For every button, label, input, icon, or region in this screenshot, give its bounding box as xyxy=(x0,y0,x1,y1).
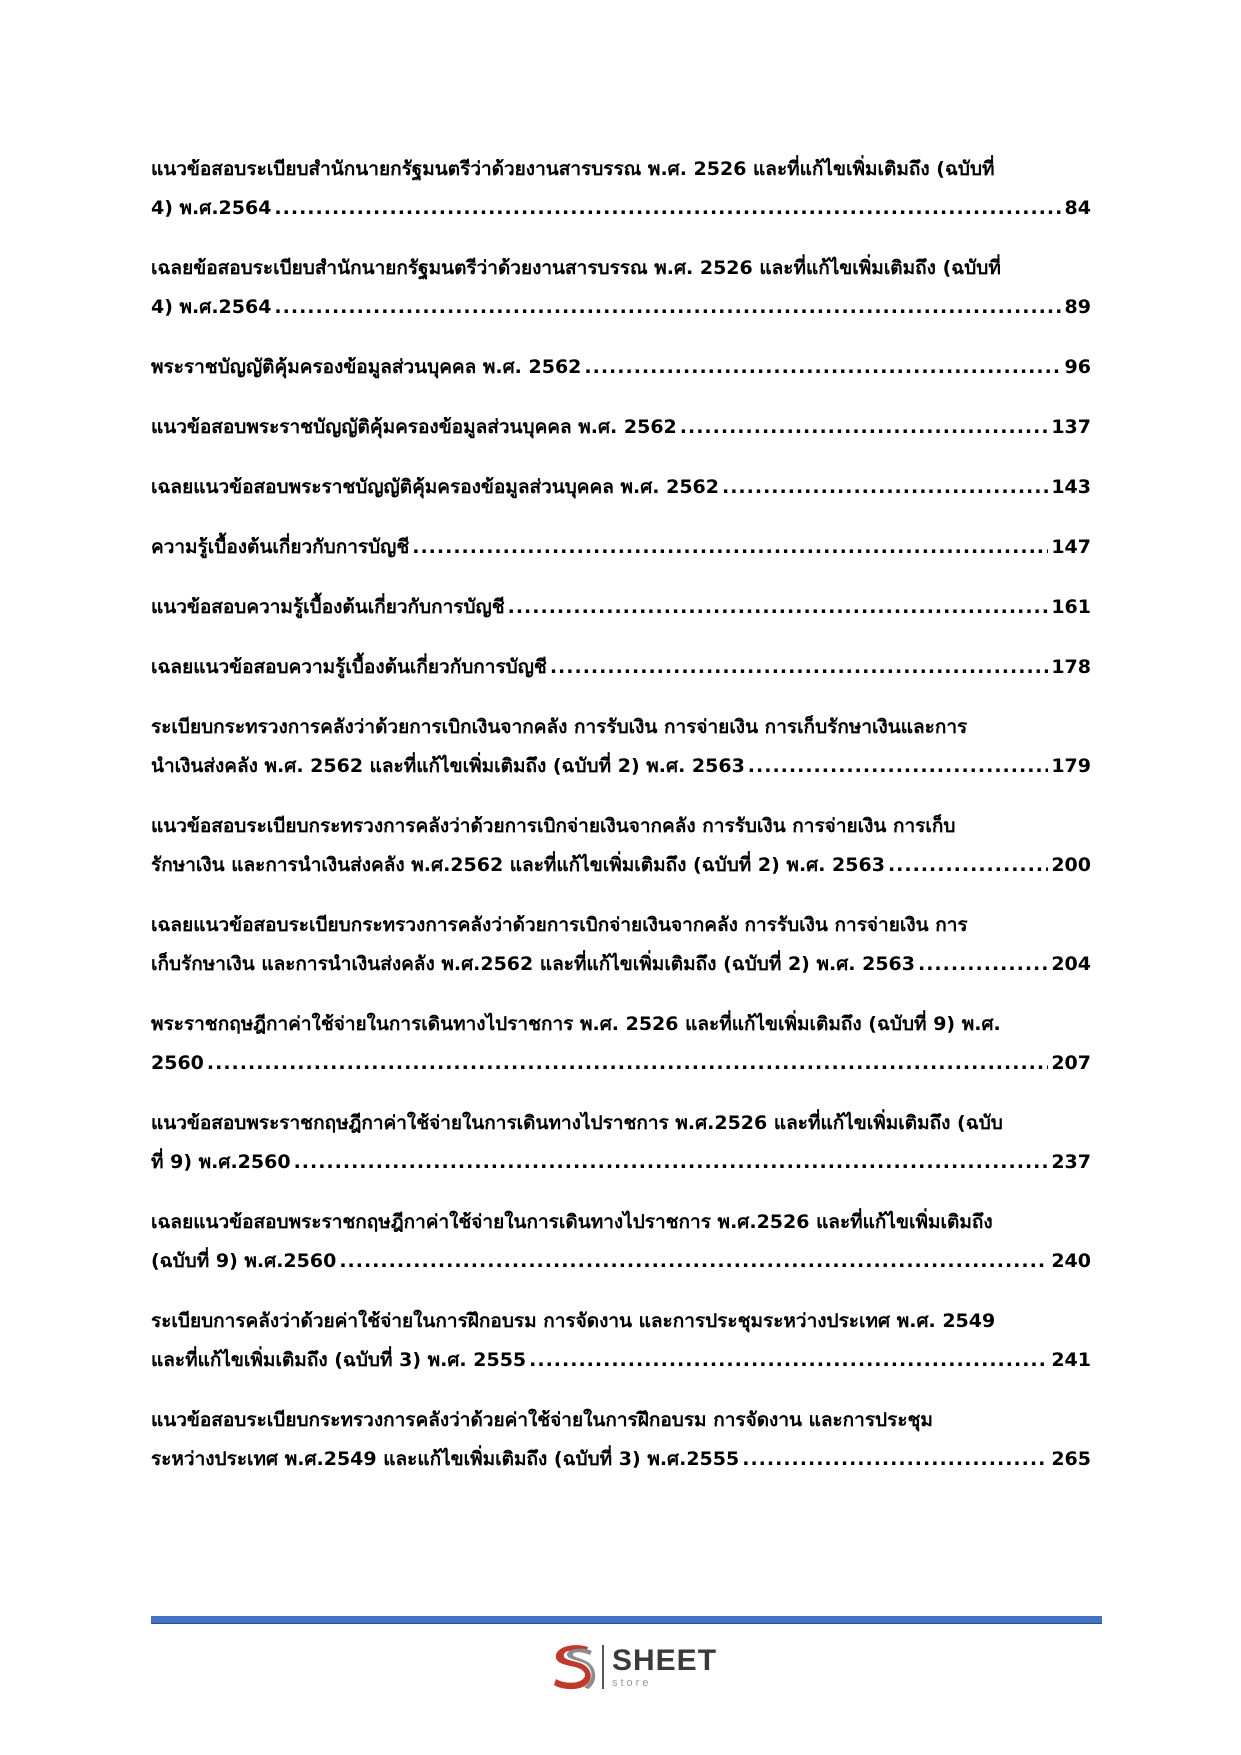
toc-entry[interactable] xyxy=(151,648,1091,687)
table-of-contents xyxy=(151,150,1091,1500)
toc-entry-title-end: ที่ 9) พ.ศ.2560 xyxy=(151,1151,291,1173)
toc-entry[interactable] xyxy=(151,1005,1091,1083)
logo-divider xyxy=(602,1645,604,1689)
toc-entry-title-line: แนวข้อสอบระเบียบกระทรวงการคลังว่าด้วยการเบิกจ่ายเงินจากคลัง การรับเงิน การจ่ายเงิน การเก็บ xyxy=(151,815,956,837)
toc-page-number: 178 xyxy=(1051,656,1091,678)
toc-entry[interactable] xyxy=(151,1203,1091,1281)
logo-wordmark: SHEET xyxy=(612,1643,718,1677)
dot-leader xyxy=(508,588,1049,627)
toc-entry-last-line xyxy=(151,348,1091,387)
toc-page-number: 161 xyxy=(1051,596,1091,618)
toc-entry-title-end: 4) พ.ศ.2564 xyxy=(151,296,272,318)
dot-leader xyxy=(748,747,1049,786)
toc-entry-title-end: เฉลยแนวข้อสอบความรู้เบื้องต้นเกี่ยวกับการบัญชี xyxy=(151,656,547,678)
toc-entry-last-line xyxy=(151,1242,1091,1281)
dot-leader xyxy=(529,1341,1048,1380)
toc-entry[interactable] xyxy=(151,348,1091,387)
toc-entry-title-end: รักษาเงิน และการนำเงินส่งคลัง พ.ศ.2562 และที่แก้ไขเพิ่มเติมถึง (ฉบับที่ 2) พ.ศ. 2563 xyxy=(151,854,885,876)
toc-entry-title-line: เฉลยแนวข้อสอบพระราชกฤษฎีกาค่าใช้จ่ายในการเดินทางไปราชการ พ.ศ.2526 และที่แก้ไขเพิ่มเติมถึง xyxy=(151,1211,993,1233)
toc-entry-last-line xyxy=(151,408,1091,447)
toc-entry-last-line xyxy=(151,945,1091,984)
toc-entry-title-end: ระหว่างประเทศ พ.ศ.2549 และแก้ไขเพิ่มเติมถึง (ฉบับที่ 3) พ.ศ.2555 xyxy=(151,1448,740,1470)
toc-entry-title-end: (ฉบับที่ 9) พ.ศ.2560 xyxy=(151,1250,337,1272)
toc-page-number: 84 xyxy=(1064,197,1091,219)
dot-leader xyxy=(294,1143,1049,1182)
toc-entry-title-end: เฉลยแนวข้อสอบพระราชบัญญัติคุ้มครองข้อมูลส่วนบุคคล พ.ศ. 2562 xyxy=(151,476,719,498)
toc-entry-last-line xyxy=(151,588,1091,627)
toc-entry[interactable] xyxy=(151,807,1091,885)
toc-entry[interactable] xyxy=(151,588,1091,627)
footer-rule xyxy=(151,1616,1102,1624)
toc-page-number: 265 xyxy=(1051,1448,1091,1470)
toc-entry-last-line xyxy=(151,1341,1091,1380)
toc-entry-title-end: เก็บรักษาเงิน และการนำเงินส่งคลัง พ.ศ.2562 และที่แก้ไขเพิ่มเติมถึง (ฉบับที่ 2) พ.ศ. 2563 xyxy=(151,953,915,975)
toc-page-number: 237 xyxy=(1051,1151,1091,1173)
toc-entry-title-line: เฉลยข้อสอบระเบียบสำนักนายกรัฐมนตรีว่าด้วยงานสารบรรณ พ.ศ. 2526 และที่แก้ไขเพิ่มเติมถึง (ฉบับที่ xyxy=(151,257,1001,279)
dot-leader xyxy=(274,288,1061,327)
toc-page-number: 147 xyxy=(1051,536,1091,558)
toc-entry-title-end: แนวข้อสอบพระราชบัญญัติคุ้มครองข้อมูลส่วนบุคคล พ.ศ. 2562 xyxy=(151,416,677,438)
footer-logo xyxy=(548,1641,717,1693)
toc-entry-title-line: ระเบียบกระทรวงการคลังว่าด้วยการเบิกเงินจากคลัง การรับเงิน การจ่ายเงิน การเก็บรักษาเงินและการ xyxy=(151,716,968,738)
logo-subtitle: store xyxy=(612,1676,652,1689)
toc-entry-title-line: ระเบียบการคลังว่าด้วยค่าใช้จ่ายในการฝึกอบรม การจัดงาน และการประชุมระหว่างประเทศ พ.ศ. 2549 xyxy=(151,1310,996,1332)
toc-entry-title-end: พระราชบัญญัติคุ้มครองข้อมูลส่วนบุคคล พ.ศ. 2562 xyxy=(151,356,582,378)
toc-page-number: 204 xyxy=(1051,953,1091,975)
dot-leader xyxy=(888,846,1048,885)
toc-entry-title-line: แนวข้อสอบพระราชกฤษฎีกาค่าใช้จ่ายในการเดินทางไปราชการ พ.ศ.2526 และที่แก้ไขเพิ่มเติมถึง (ฉบับ xyxy=(151,1112,1003,1134)
dot-leader xyxy=(584,348,1061,387)
dot-leader xyxy=(339,1242,1048,1281)
toc-entry[interactable] xyxy=(151,150,1091,228)
toc-entry-last-line xyxy=(151,1044,1091,1083)
dot-leader xyxy=(550,648,1049,687)
toc-page-number: 240 xyxy=(1051,1250,1091,1272)
toc-page-number: 89 xyxy=(1064,296,1091,318)
toc-entry[interactable] xyxy=(151,1302,1091,1380)
dot-leader xyxy=(918,945,1048,984)
toc-entry-title-end: ความรู้เบื้องต้นเกี่ยวกับการบัญชี xyxy=(151,536,410,558)
toc-page-number: 143 xyxy=(1051,476,1091,498)
dot-leader xyxy=(274,189,1061,228)
toc-entry-last-line xyxy=(151,747,1091,786)
toc-entry[interactable] xyxy=(151,906,1091,984)
toc-entry-last-line xyxy=(151,648,1091,687)
dot-leader xyxy=(722,468,1048,507)
toc-entry[interactable] xyxy=(151,708,1091,786)
toc-entry-last-line xyxy=(151,189,1091,228)
toc-entry[interactable] xyxy=(151,249,1091,327)
toc-entry-title-line: พระราชกฤษฎีกาค่าใช้จ่ายในการเดินทางไปราชการ พ.ศ. 2526 และที่แก้ไขเพิ่มเติมถึง (ฉบับที่ 9) พ.ศ. xyxy=(151,1013,1001,1035)
toc-entry-last-line xyxy=(151,468,1091,507)
toc-entry-last-line xyxy=(151,528,1091,567)
toc-entry-last-line xyxy=(151,288,1091,327)
toc-entry-title-end: แนวข้อสอบความรู้เบื้องต้นเกี่ยวกับการบัญชี xyxy=(151,596,505,618)
toc-entry-title-end: และที่แก้ไขเพิ่มเติมถึง (ฉบับที่ 3) พ.ศ. 2555 xyxy=(151,1349,527,1371)
toc-page-number: 207 xyxy=(1051,1052,1091,1074)
dot-leader xyxy=(412,528,1048,567)
toc-entry-title-line: แนวข้อสอบระเบียบกระทรวงการคลังว่าด้วยค่าใช้จ่ายในการฝึกอบรม การจัดงาน และการประชุม xyxy=(151,1409,933,1431)
toc-entry-title-end: 4) พ.ศ.2564 xyxy=(151,197,272,219)
toc-page-number: 179 xyxy=(1051,755,1091,777)
logo-text xyxy=(612,1643,718,1689)
toc-entry[interactable] xyxy=(151,1401,1091,1479)
toc-entry[interactable] xyxy=(151,468,1091,507)
toc-page-number: 137 xyxy=(1051,416,1091,438)
toc-page-number: 96 xyxy=(1064,356,1091,378)
toc-entry[interactable] xyxy=(151,408,1091,447)
toc-entry-last-line xyxy=(151,846,1091,885)
toc-entry[interactable] xyxy=(151,528,1091,567)
toc-page-number: 241 xyxy=(1051,1349,1091,1371)
toc-entry-title-line: เฉลยแนวข้อสอบระเบียบกระทรวงการคลังว่าด้วยการเบิกจ่ายเงินจากคลัง การรับเงิน การจ่ายเงิน การ xyxy=(151,914,968,936)
toc-entry[interactable] xyxy=(151,1104,1091,1182)
toc-entry-title-end: นำเงินส่งคลัง พ.ศ. 2562 และที่แก้ไขเพิ่มเติมถึง (ฉบับที่ 2) พ.ศ. 2563 xyxy=(151,755,745,777)
dot-leader xyxy=(680,408,1049,447)
toc-entry-last-line xyxy=(151,1440,1091,1479)
toc-page-number: 200 xyxy=(1051,854,1091,876)
toc-entry-title-end: 2560 xyxy=(151,1052,204,1074)
toc-entry-last-line xyxy=(151,1143,1091,1182)
dot-leader xyxy=(207,1044,1048,1083)
sheet-store-logo-icon xyxy=(548,1641,596,1693)
toc-entry-title-line: แนวข้อสอบระเบียบสำนักนายกรัฐมนตรีว่าด้วยงานสารบรรณ พ.ศ. 2526 และที่แก้ไขเพิ่มเติมถึง (ฉบับที่ xyxy=(151,158,995,180)
dot-leader xyxy=(742,1440,1048,1479)
